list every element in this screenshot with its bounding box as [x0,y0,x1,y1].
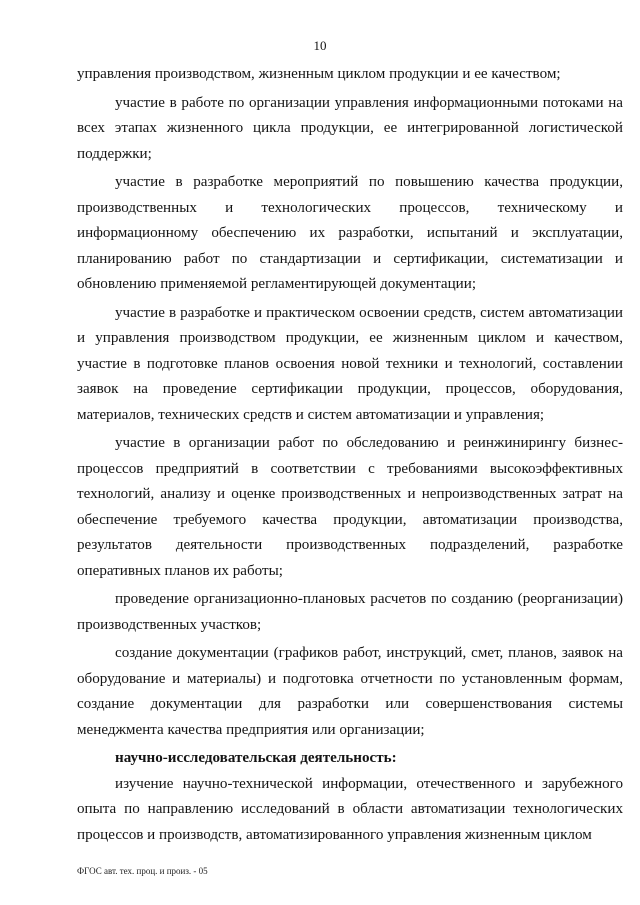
paragraph: участие в разработке мероприятий по повышению качества продукции, производственных и технологических процессов, техническому и информационному обеспечению их разработки, испытаний и эксплуатации, планированию работ по стандартизации и сертификации, систематизации и обновлению применяемой регламентирующей документации; [77,174,623,292]
paragraph: участие в работе по организации управления информационными потоками на всех этапах жизненного цикла продукции, ее интегрированной логистической поддержки; [77,94,623,162]
paragraph: проведение организационно-плановых расчетов по созданию (реорганизации) производственных участков; [77,591,623,633]
document-body [77,62,623,848]
paragraph: изучение научно-технической информации, отечественного и зарубежного опыта по направлению исследований в области автоматизации технологических процессов и производств, автоматизированного управления жизненным циклом [77,775,623,843]
paragraph: создание документации (графиков работ, инструкций, смет, планов, заявок на оборудование и материалы) и подготовка отчетности по установленным формам, создание документации для разработки или совершенствования системы менеджмента качества предприятия или организации; [77,645,623,738]
paragraph: участие в организации работ по обследованию и реинжинирингу бизнес-процессов предприятий в соответствии с требованиями высокоэффективных технологий, анализу и оценке производственных и непроизводственных затрат на обеспечение требуемого качества продукции, автоматизации производства, результатов деятельности производственных подразделений, разработке оперативных планов их работы; [77,435,623,579]
footer-note: ФГОС авт. тех. проц. и произ. - 05 [77,866,208,876]
section-heading: научно-исследовательская деятельность: [115,750,397,766]
page-number: 10 [313,38,327,53]
paragraph: участие в разработке и практическом освоении средств, систем автоматизации и управления производством продукции, ее жизненным циклом и качеством, участие в подготовке планов освоения новой техники и технологий, составлении заявок на проведение сертификации продукции, процессов, оборудования, материалов, технических средств и систем автоматизации и управления; [77,304,623,423]
paragraph-continuation: управления производством, жизненным циклом продукции и ее качеством; [77,66,561,82]
